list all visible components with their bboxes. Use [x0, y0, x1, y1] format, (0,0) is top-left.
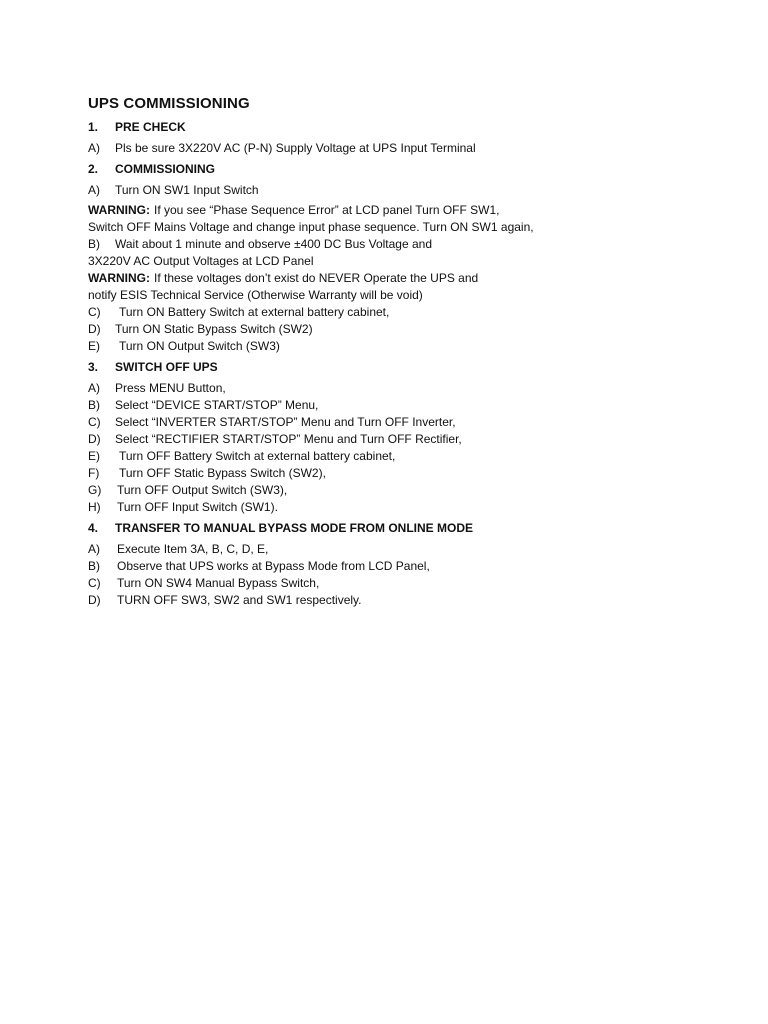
item-label: B)	[88, 559, 100, 573]
item-text: Execute Item 3A, B, C, D, E,	[117, 542, 269, 556]
item-text: Wait about 1 minute and observe ±400 DC Bus Voltage and	[115, 237, 433, 251]
item-text: Turn ON Static Bypass Switch (SW2)	[115, 322, 313, 336]
list-item	[88, 499, 728, 516]
section-number: 2.	[88, 162, 99, 176]
item-label: B)	[88, 398, 100, 412]
section-heading-pre-check	[88, 119, 728, 136]
item-label: C)	[88, 305, 101, 319]
warning-text: If these voltages don’t exist do NEVER Operate the UPS and	[154, 271, 479, 285]
item-text: Turn OFF Output Switch (SW3),	[117, 483, 288, 497]
item-text: Select “DEVICE START/STOP” Menu,	[115, 398, 319, 412]
item-label: C)	[88, 415, 101, 429]
section-title: PRE CHECK	[115, 120, 186, 134]
section-number: 1.	[88, 120, 99, 134]
section-heading-commissioning	[88, 161, 728, 178]
item-text: Pls be sure 3X220V AC (P-N) Supply Voltage at UPS Input Terminal	[115, 141, 476, 155]
warning-text: notify ESIS Technical Service (Otherwise Warranty will be void)	[88, 288, 423, 302]
list-item	[88, 380, 728, 397]
item-label: A)	[88, 141, 100, 155]
section-heading-manual-bypass	[88, 520, 728, 537]
item-label: A)	[88, 542, 100, 556]
warning-line	[88, 202, 728, 219]
item-text: Turn OFF Static Bypass Switch (SW2),	[119, 466, 326, 480]
list-item	[88, 414, 728, 431]
section-number: 3.	[88, 360, 99, 374]
item-text: Press MENU Button,	[115, 381, 226, 395]
item-label: D)	[88, 593, 101, 607]
list-item-continued	[88, 253, 728, 270]
item-label: A)	[88, 183, 100, 197]
item-label: D)	[88, 322, 101, 336]
item-text: Observe that UPS works at Bypass Mode from LCD Panel,	[117, 559, 430, 573]
item-label: G)	[88, 483, 102, 497]
list-item	[88, 482, 728, 499]
list-item	[88, 397, 728, 414]
list-item	[88, 575, 728, 592]
list-item	[88, 592, 728, 609]
list-item	[88, 448, 728, 465]
item-text: TURN OFF SW3, SW2 and SW1 respectively.	[117, 593, 362, 607]
section-number: 4.	[88, 521, 99, 535]
item-text: 3X220V AC Output Voltages at LCD Panel	[88, 254, 314, 268]
list-item	[88, 431, 728, 448]
item-text: Turn OFF Input Switch (SW1).	[117, 500, 278, 514]
section-title: COMMISSIONING	[115, 162, 216, 176]
document-page	[88, 94, 728, 609]
list-item	[88, 465, 728, 482]
item-label: F)	[88, 466, 100, 480]
warning-text: Switch OFF Mains Voltage and change input phase sequence. Turn ON SW1 again,	[88, 220, 534, 234]
list-item	[88, 182, 728, 199]
list-item	[88, 236, 728, 253]
item-text: Turn ON SW4 Manual Bypass Switch,	[117, 576, 320, 590]
item-text: Turn ON SW1 Input Switch	[115, 183, 259, 197]
item-label: B)	[88, 237, 100, 251]
warning-label: WARNING:	[88, 271, 150, 285]
warning-label: WARNING:	[88, 203, 150, 217]
item-label: C)	[88, 576, 101, 590]
item-text: Select “RECTIFIER START/STOP” Menu and Turn OFF Rectifier,	[115, 432, 462, 446]
list-item	[88, 338, 728, 355]
item-label: D)	[88, 432, 101, 446]
item-label: E)	[88, 449, 100, 463]
section-title: SWITCH OFF UPS	[115, 360, 218, 374]
item-text: Turn OFF Battery Switch at external battery cabinet,	[119, 449, 396, 463]
list-item	[88, 321, 728, 338]
item-label: E)	[88, 339, 100, 353]
item-label: A)	[88, 381, 100, 395]
section-title: TRANSFER TO MANUAL BYPASS MODE FROM ONLINE MODE	[115, 521, 474, 535]
list-item	[88, 558, 728, 575]
list-item	[88, 541, 728, 558]
document-title: UPS COMMISSIONING	[88, 95, 250, 112]
warning-line	[88, 270, 728, 287]
item-text: Turn ON Battery Switch at external battery cabinet,	[119, 305, 390, 319]
list-item	[88, 140, 728, 157]
section-heading-switch-off-ups	[88, 359, 728, 376]
item-text: Select “INVERTER START/STOP” Menu and Turn OFF Inverter,	[115, 415, 456, 429]
list-item	[88, 304, 728, 321]
warning-line-continued	[88, 219, 728, 236]
item-label: H)	[88, 500, 101, 514]
item-text: Turn ON Output Switch (SW3)	[119, 339, 280, 353]
warning-line-continued	[88, 287, 728, 304]
warning-text: If you see “Phase Sequence Error” at LCD panel Turn OFF SW1,	[154, 203, 500, 217]
